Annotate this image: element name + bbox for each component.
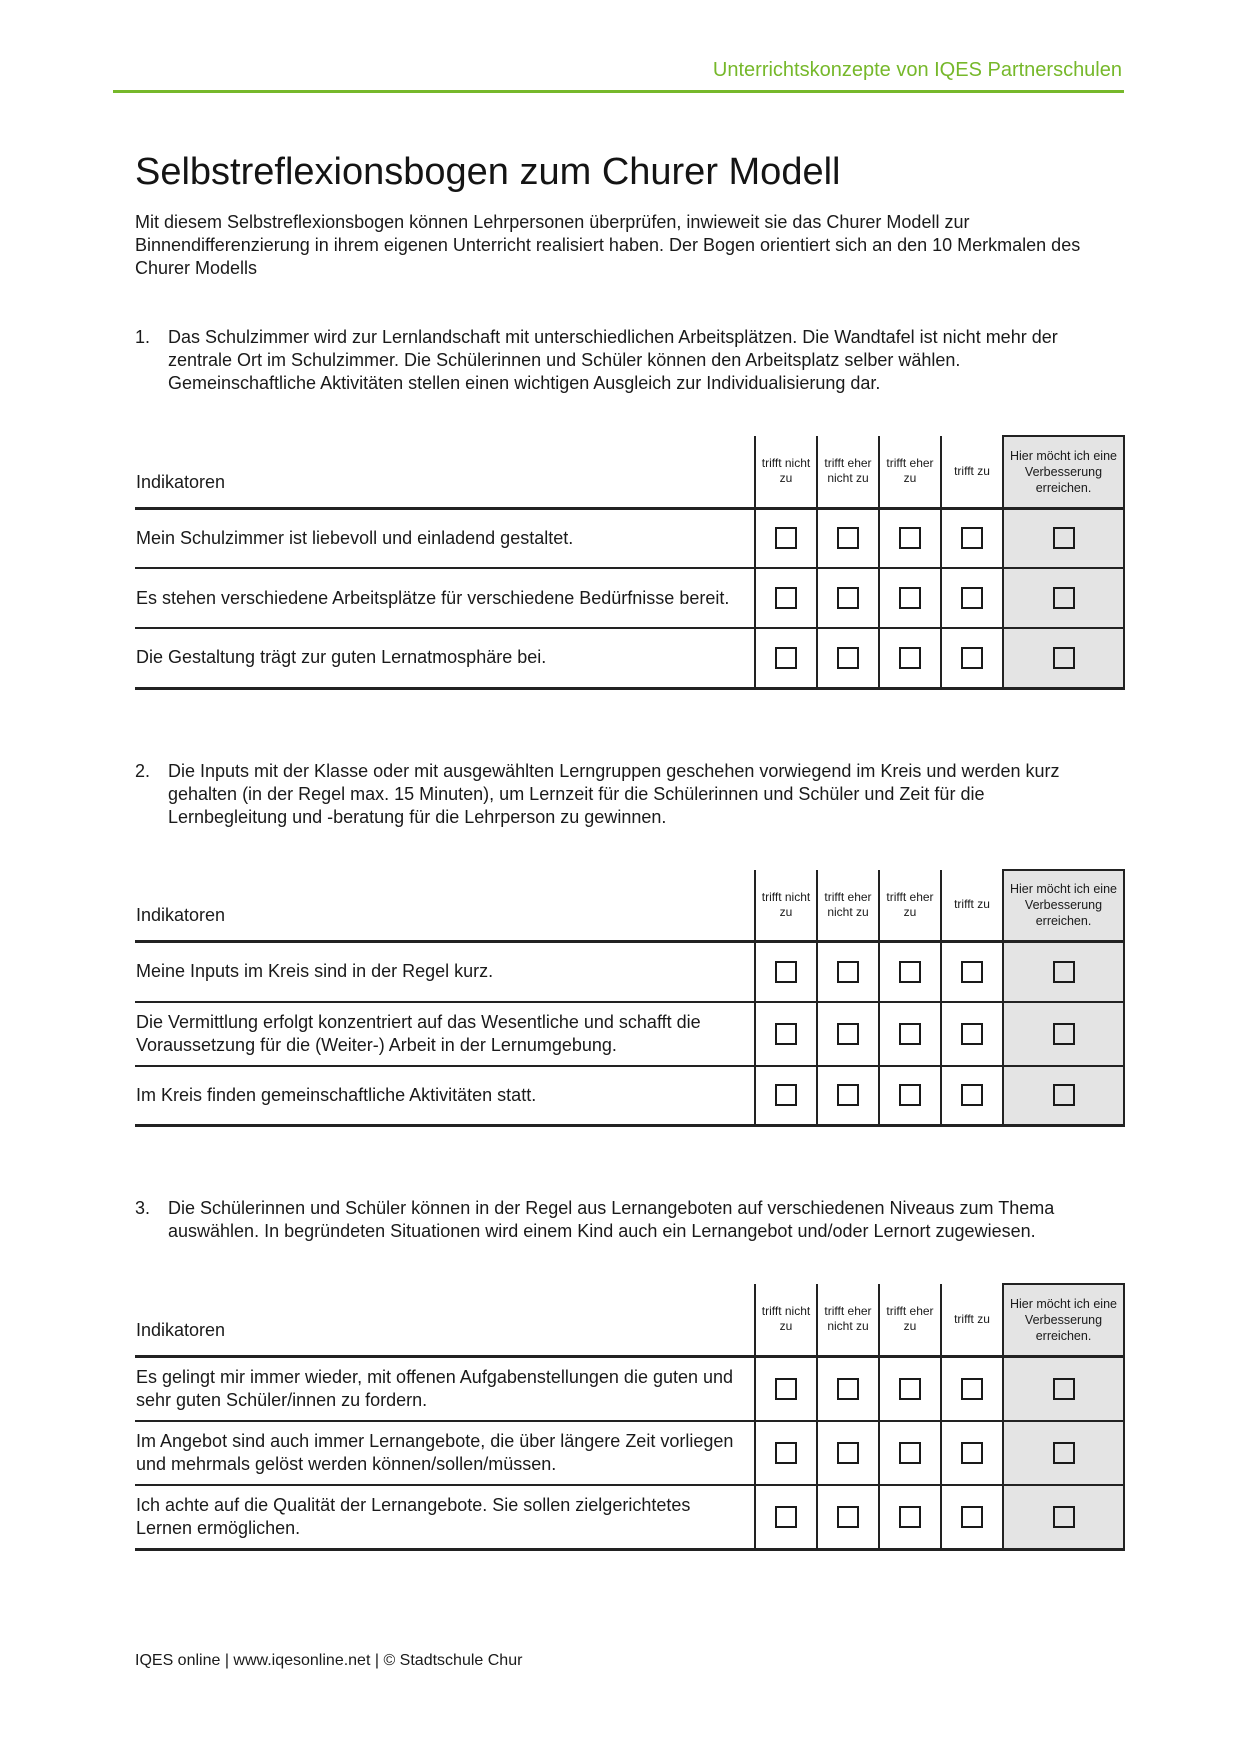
checkbox-trifft-nicht-zu[interactable] <box>775 527 797 549</box>
rating-cell <box>879 628 941 688</box>
rating-cell <box>879 1066 941 1126</box>
rating-cell <box>817 508 879 568</box>
checkbox-trifft-nicht-zu[interactable] <box>775 1084 797 1106</box>
rating-cell <box>941 1066 1003 1126</box>
rating-header-trifft-eher-zu: trifft eher zu <box>879 870 941 942</box>
checkbox-trifft-eher-nicht-zu[interactable] <box>837 647 859 669</box>
improvement-cell <box>1003 568 1124 628</box>
checkbox-trifft-eher-nicht-zu[interactable] <box>837 1442 859 1464</box>
section-description: Die Inputs mit der Klasse oder mit ausgewählten Lerngruppen geschehen vorwiegend im Kreis und werden kurz gehalten (in der Regel max. 15 Minuten), um Lernzeit für die Schülerinnen und Schüler und Zeit für die Lernbegleitung und -beratung für die Lehrperson zu gewinnen. <box>168 760 1060 827</box>
checkbox-trifft-eher-zu[interactable] <box>899 961 921 983</box>
checkbox-trifft-nicht-zu[interactable] <box>775 961 797 983</box>
checkbox-trifft-nicht-zu[interactable] <box>775 1023 797 1045</box>
checkbox-trifft-nicht-zu[interactable] <box>775 647 797 669</box>
checkbox-improvement[interactable] <box>1053 1442 1075 1464</box>
checkbox-trifft-eher-nicht-zu[interactable] <box>837 587 859 609</box>
checkbox-trifft-nicht-zu[interactable] <box>775 1506 797 1528</box>
rating-cell <box>755 1002 817 1066</box>
checkbox-trifft-eher-zu[interactable] <box>899 1378 921 1400</box>
checkbox-improvement[interactable] <box>1053 1506 1075 1528</box>
checkbox-trifft-eher-nicht-zu[interactable] <box>837 527 859 549</box>
table-row <box>135 508 1124 568</box>
rating-cell <box>755 942 817 1002</box>
checkbox-trifft-eher-zu[interactable] <box>899 587 921 609</box>
rating-cell <box>817 1002 879 1066</box>
table-row <box>135 1002 1124 1066</box>
checkbox-trifft-eher-zu[interactable] <box>899 1506 921 1528</box>
table-row <box>135 1421 1124 1485</box>
checkbox-trifft-zu[interactable] <box>961 961 983 983</box>
checkbox-trifft-zu[interactable] <box>961 527 983 549</box>
checkbox-trifft-eher-nicht-zu[interactable] <box>837 1506 859 1528</box>
improvement-column-header: Hier möcht ich eine Verbesserung erreichen. <box>1003 436 1124 508</box>
section-3 <box>135 1197 1124 1551</box>
page-header <box>135 58 1124 93</box>
rating-cell <box>941 568 1003 628</box>
rating-cell <box>755 568 817 628</box>
table-row <box>135 1485 1124 1550</box>
checkbox-trifft-eher-nicht-zu[interactable] <box>837 961 859 983</box>
checkbox-improvement[interactable] <box>1053 1378 1075 1400</box>
section-1 <box>135 326 1124 690</box>
rating-cell <box>755 628 817 688</box>
rating-cell <box>879 1485 941 1550</box>
green-divider <box>113 90 1124 93</box>
section-1-head <box>135 326 1124 395</box>
rating-cell <box>879 1002 941 1066</box>
indicator-text: Mein Schulzimmer ist liebevoll und einladend gestaltet. <box>135 508 755 568</box>
section-description: Die Schülerinnen und Schüler können in der Regel aus Lernangeboten auf verschiedenen Niveaus zum Thema auswählen. In begründeten Situationen wird einem Kind auch ein Lernangebot und/oder Lernort zugewiesen. <box>168 1198 1055 1241</box>
rating-header-trifft-eher-zu: trifft eher zu <box>879 436 941 508</box>
rating-cell <box>941 508 1003 568</box>
indicator-text: Die Vermittlung erfolgt konzentriert auf das Wesentliche und schafft die Voraussetzung für die (Weiter-) Arbeit in der Lernumgebung. <box>135 1002 755 1066</box>
checkbox-trifft-zu[interactable] <box>961 1378 983 1400</box>
checkbox-trifft-zu[interactable] <box>961 647 983 669</box>
indicator-text: Ich achte auf die Qualität der Lernangebote. Sie sollen zielgerichtetes Lernen ermöglichen. <box>135 1485 755 1550</box>
rating-cell <box>941 1421 1003 1485</box>
checkbox-improvement[interactable] <box>1053 647 1075 669</box>
rating-header-trifft-eher-zu: trifft eher zu <box>879 1284 941 1356</box>
checkbox-improvement[interactable] <box>1053 527 1075 549</box>
rating-cell <box>817 1485 879 1550</box>
section-number: 2. <box>135 760 151 781</box>
checkbox-trifft-eher-zu[interactable] <box>899 647 921 669</box>
section-description: Das Schulzimmer wird zur Lernlandschaft mit unterschiedlichen Arbeitsplätzen. Die Wandtafel ist nicht mehr der zentrale Ort im Schulzimmer. Die Schülerinnen und Schüler können den Arbeitsplatz selber wählen. Gemeinschaftliche Aktivitäten stellen einen wichtigen Ausgleich zur Individualisierung dar. <box>168 327 1058 393</box>
section-number: 3. <box>135 1198 151 1218</box>
checkbox-trifft-zu[interactable] <box>961 1506 983 1528</box>
improvement-column-header: Hier möcht ich eine Verbesserung erreichen. <box>1003 1284 1124 1356</box>
checkbox-trifft-nicht-zu[interactable] <box>775 587 797 609</box>
improvement-cell <box>1003 1356 1124 1421</box>
improvement-cell <box>1003 508 1124 568</box>
table-row <box>135 628 1124 688</box>
checkbox-trifft-eher-zu[interactable] <box>899 1023 921 1045</box>
table-row <box>135 1066 1124 1126</box>
checkbox-improvement[interactable] <box>1053 1084 1075 1106</box>
table-row <box>135 568 1124 628</box>
checkbox-trifft-zu[interactable] <box>961 587 983 609</box>
rating-header-trifft-nicht-zu: trifft nicht zu <box>755 1284 817 1356</box>
checkbox-trifft-eher-nicht-zu[interactable] <box>837 1023 859 1045</box>
rating-cell <box>817 1066 879 1126</box>
rating-cell <box>941 628 1003 688</box>
indicator-text: Im Angebot sind auch immer Lernangebote, die über längere Zeit vorliegen und mehrmals gelöst werden können/sollen/müssen. <box>135 1421 755 1485</box>
improvement-cell <box>1003 1066 1124 1126</box>
section-2 <box>135 760 1124 1128</box>
checkbox-trifft-zu[interactable] <box>961 1442 983 1464</box>
indicator-text: Es gelingt mir immer wieder, mit offenen Aufgabenstellungen die guten und sehr guten Schüler/innen zu fordern. <box>135 1356 755 1421</box>
rating-cell <box>941 942 1003 1002</box>
section-2-head <box>135 760 1124 829</box>
checkbox-trifft-nicht-zu[interactable] <box>775 1442 797 1464</box>
improvement-cell <box>1003 1421 1124 1485</box>
table-header-row <box>135 870 1124 942</box>
rating-cell <box>755 1421 817 1485</box>
header-brand-text: Unterrichtskonzepte von IQES Partnerschulen <box>712 59 1122 81</box>
checkbox-improvement[interactable] <box>1053 961 1075 983</box>
rating-cell <box>817 1356 879 1421</box>
checkbox-trifft-zu[interactable] <box>961 1084 983 1106</box>
checkbox-trifft-nicht-zu[interactable] <box>775 1378 797 1400</box>
improvement-cell <box>1003 1485 1124 1550</box>
checkbox-trifft-eher-nicht-zu[interactable] <box>837 1378 859 1400</box>
rating-header-trifft-zu: trifft zu <box>941 870 1003 942</box>
indicators-column-header: Indikatoren <box>135 1284 755 1356</box>
rating-cell <box>817 568 879 628</box>
rating-header-trifft-eher-nicht-zu: trifft eher nicht zu <box>817 1284 879 1356</box>
page-title: Selbstreflexionsbogen zum Churer Modell <box>135 151 841 193</box>
rating-cell <box>879 1421 941 1485</box>
indicators-column-header: Indikatoren <box>135 870 755 942</box>
checkbox-trifft-eher-zu[interactable] <box>899 1084 921 1106</box>
checkbox-trifft-eher-nicht-zu[interactable] <box>837 1084 859 1106</box>
rating-cell <box>879 1356 941 1421</box>
page-footer: IQES online | www.iqesonline.net | © Stadtschule Chur <box>135 1652 523 1669</box>
section-3-head <box>135 1197 1124 1243</box>
checkbox-improvement[interactable] <box>1053 587 1075 609</box>
rating-table-2 <box>135 869 1125 1128</box>
table-row <box>135 1356 1124 1421</box>
checkbox-trifft-eher-zu[interactable] <box>899 1442 921 1464</box>
improvement-cell <box>1003 628 1124 688</box>
rating-cell <box>755 508 817 568</box>
rating-cell <box>941 1485 1003 1550</box>
rating-cell <box>755 1066 817 1126</box>
improvement-cell <box>1003 942 1124 1002</box>
indicator-text: Es stehen verschiedene Arbeitsplätze für verschiedene Bedürfnisse bereit. <box>135 568 755 628</box>
improvement-cell <box>1003 1002 1124 1066</box>
rating-table-1 <box>135 435 1125 690</box>
rating-header-trifft-zu: trifft zu <box>941 1284 1003 1356</box>
indicator-text: Im Kreis finden gemeinschaftliche Aktivitäten statt. <box>135 1066 755 1126</box>
rating-cell <box>817 1421 879 1485</box>
table-header-row <box>135 1284 1124 1356</box>
rating-table-3 <box>135 1283 1125 1551</box>
table-header-row <box>135 436 1124 508</box>
indicator-text: Meine Inputs im Kreis sind in der Regel kurz. <box>135 942 755 1002</box>
rating-header-trifft-nicht-zu: trifft nicht zu <box>755 870 817 942</box>
rating-header-trifft-eher-nicht-zu: trifft eher nicht zu <box>817 870 879 942</box>
rating-cell <box>817 628 879 688</box>
checkbox-trifft-eher-zu[interactable] <box>899 527 921 549</box>
intro-paragraph: Mit diesem Selbstreflexionsbogen können Lehrpersonen überprüfen, inwieweit sie das Churer Modell zur Binnendifferenzierung in ihrem eigenen Unterricht realisiert haben. Der Bogen orientiert sich an den 10 Merkmalen des Churer Modells <box>135 212 1081 278</box>
rating-header-trifft-eher-nicht-zu: trifft eher nicht zu <box>817 436 879 508</box>
section-number: 1. <box>135 327 151 347</box>
checkbox-trifft-zu[interactable] <box>961 1023 983 1045</box>
checkbox-improvement[interactable] <box>1053 1023 1075 1045</box>
rating-cell <box>879 508 941 568</box>
rating-cell <box>817 942 879 1002</box>
rating-header-trifft-zu: trifft zu <box>941 436 1003 508</box>
rating-cell <box>755 1485 817 1550</box>
improvement-column-header: Hier möcht ich eine Verbesserung erreichen. <box>1003 870 1124 942</box>
rating-header-trifft-nicht-zu: trifft nicht zu <box>755 436 817 508</box>
rating-cell <box>755 1356 817 1421</box>
table-row <box>135 942 1124 1002</box>
rating-cell <box>941 1356 1003 1421</box>
indicator-text: Die Gestaltung trägt zur guten Lernatmosphäre bei. <box>135 628 755 688</box>
rating-cell <box>879 568 941 628</box>
rating-cell <box>879 942 941 1002</box>
indicators-column-header: Indikatoren <box>135 436 755 508</box>
rating-cell <box>941 1002 1003 1066</box>
